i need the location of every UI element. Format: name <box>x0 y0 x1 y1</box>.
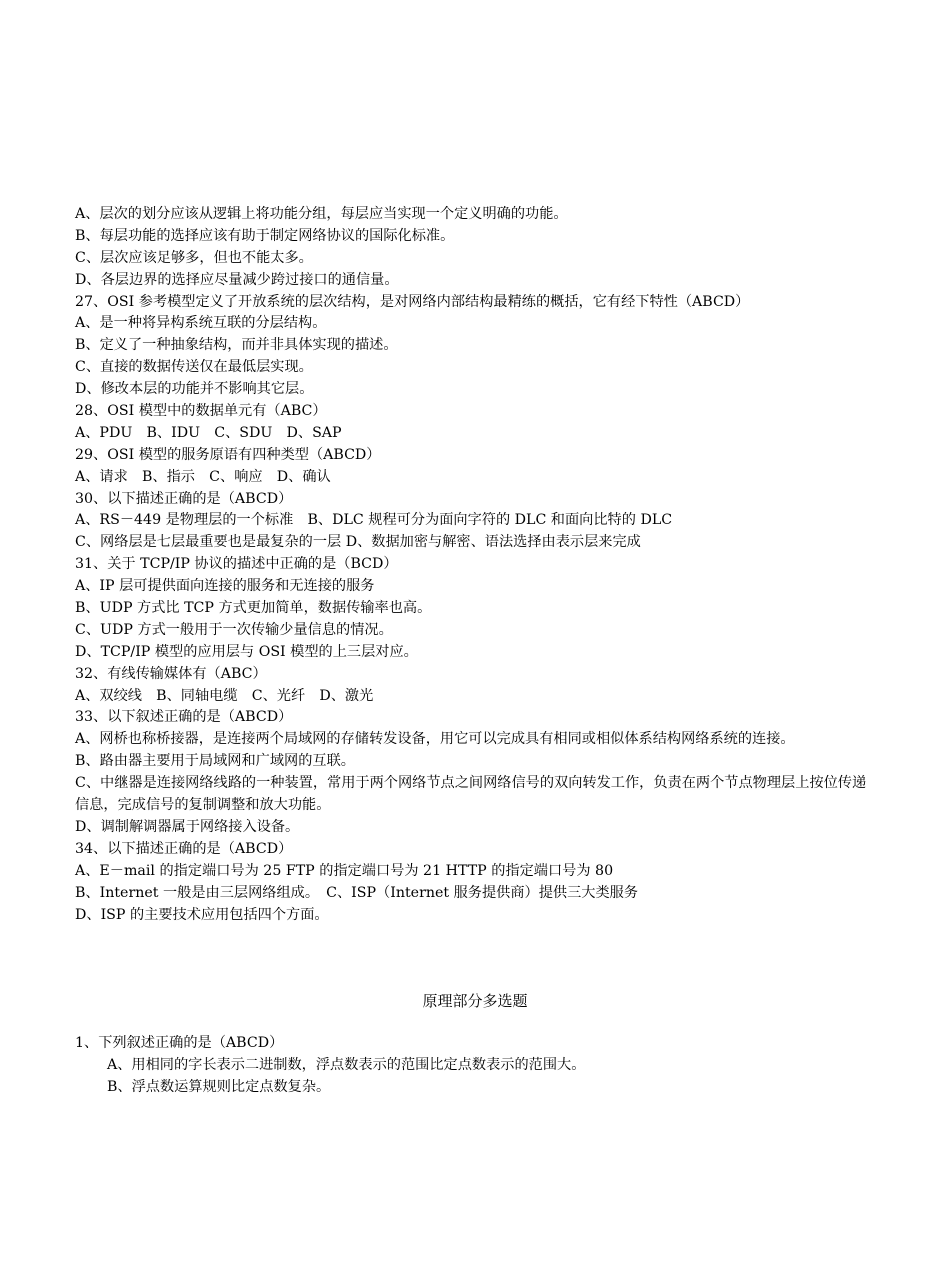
text-line: C、网络层是七层最重要也是最复杂的一层 D、数据加密与解密、语法选择由表示层来完成 <box>75 534 641 551</box>
question-30: 30、以下描述正确的是（ABCD） <box>75 490 293 507</box>
question-31: 31、关于 TCP/IP 协议的描述中正确的是（BCD） <box>75 556 398 573</box>
text-line: B、每层功能的选择应该有助于制定网络协议的国际化标准。 <box>75 227 455 244</box>
text-line: A、IP 层可提供面向连接的服务和无连接的服务 <box>75 578 375 595</box>
text-line: B、Internet 一般是由三层网络组成。 C、ISP（Internet 服务提供商）提供三大类服务 <box>75 884 639 901</box>
text-line: A、E－mail 的指定端口号为 25 FTP 的指定端口号为 21 HTTP 的指定端口号为 80 <box>75 862 614 879</box>
text-line: D、TCP/IP 模型的应用层与 OSI 模型的上三层对应。 <box>75 643 418 660</box>
text-line: A、双绞线 B、同轴电缆 C、光纤 D、激光 <box>75 687 374 704</box>
question-29: 29、OSI 模型的服务原语有四种类型（ABCD） <box>75 446 381 463</box>
text-line: C、UDP 方式一般用于一次传输少量信息的情况。 <box>75 621 393 638</box>
option-b: B、浮点数运算规则比定点数复杂。 <box>107 1078 331 1095</box>
text-line: C、层次应该足够多，但也不能太多。 <box>75 249 313 266</box>
text-line: A、RS－449 是物理层的一个标准 B、DLC 规程可分为面向字符的 DLC 和面向比特的 DLC <box>75 512 673 529</box>
option-a: A、用相同的字长表示二进制数，浮点数表示的范围比定点数表示的范围大。 <box>107 1056 586 1073</box>
text-line: C、直接的数据传送仅在最低层实现。 <box>75 359 313 376</box>
text-line: D、ISP 的主要技术应用包括四个方面。 <box>75 906 329 923</box>
question-27: 27、OSI 参考模型定义了开放系统的层次结构，是对网络内部结构最精练的概括，它有经下特性（ABCD） <box>75 293 750 310</box>
text-line: B、UDP 方式比 TCP 方式更加简单，数据传输率也高。 <box>75 600 432 617</box>
section-title: 原理部分多选题 <box>422 992 528 1010</box>
text-line: A、网桥也称桥接器，是连接两个局域网的存储转发设备，用它可以完成具有相同或相似体系结构网络系统的连接。 <box>75 731 795 748</box>
text-line: D、各层边界的选择应尽量减少跨过接口的通信量。 <box>75 271 399 288</box>
text-line: A、层次的划分应该从逻辑上将功能分组，每层应当实现一个定义明确的功能。 <box>75 206 568 222</box>
question-33: 33、以下叙述正确的是（ABCD） <box>75 709 293 726</box>
question-32: 32、有线传输媒体有（ABC） <box>75 665 267 682</box>
text-line: B、路由器主要用于局域网和广域网的互联。 <box>75 753 355 770</box>
question-28: 28、OSI 模型中的数据单元有（ABC） <box>75 403 327 420</box>
question-34: 34、以下描述正确的是（ABCD） <box>75 840 293 857</box>
text-line: C、中继器是连接网络线路的一种装置，常用于两个网络节点之间网络信号的双向转发工作，负责在两个节点物理层上按位传递信息，完成信号的复制调整和放大功能。 <box>75 775 867 814</box>
question-block-part2 <box>75 1033 880 1099</box>
text-line: B、定义了一种抽象结构，而并非具体实现的描述。 <box>75 337 398 354</box>
text-line: A、PDU B、IDU C、SDU D、SAP <box>75 424 342 441</box>
question-1: 1、下列叙述正确的是（ABCD） <box>75 1035 284 1051</box>
text-line: A、是一种将异构系统互联的分层结构。 <box>75 315 327 332</box>
text-line: A、请求 B、指示 C、响应 D、确认 <box>75 468 331 485</box>
text-line: D、调制解调器属于网络接入设备。 <box>75 818 300 835</box>
text-line: D、修改本层的功能并不影响其它层。 <box>75 381 314 398</box>
question-block-part1 <box>75 204 880 926</box>
